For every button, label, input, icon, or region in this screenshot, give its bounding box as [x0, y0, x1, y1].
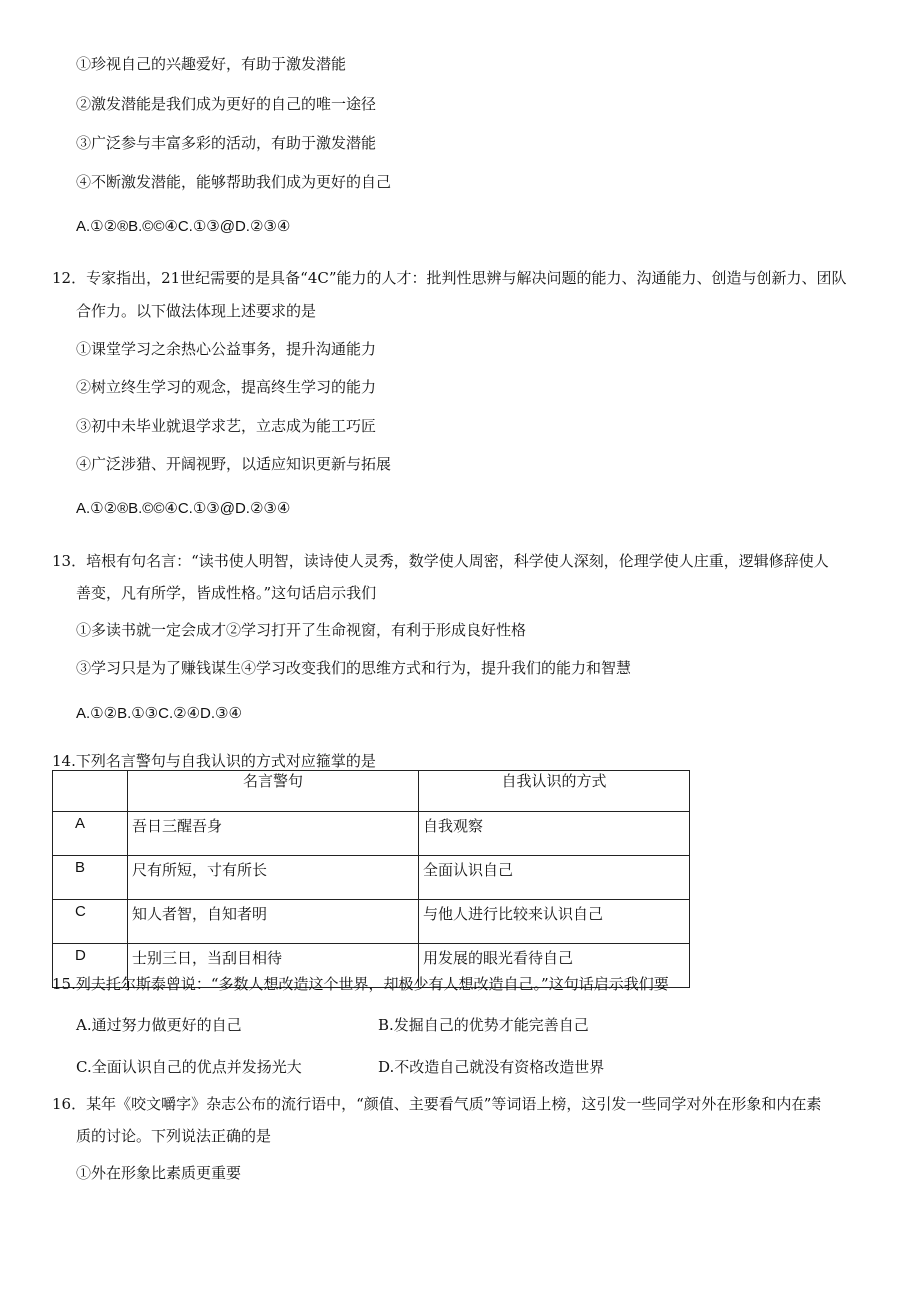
q13-stem-line-1: 13．培根有句名言：“读书使人明智，读诗使人灵秀，数学使人周密，科学使人深刻，伦理学使人庄重，逻辑修辞使人 [52, 552, 829, 570]
q14-row-letter: D [53, 944, 128, 988]
q12-option-2: ②树立终生学习的观念，提高终生学习的能力 [76, 378, 377, 396]
q16-stem-line-1: 16．某年《咬文嚼字》杂志公布的流行语中，“颜值、主要看气质”等词语上榜，这引发一些同学对外在形象和内在素 [52, 1095, 822, 1113]
q12-option-3: ③初中未毕业就退学求艺，立志成为能工巧匠 [76, 417, 377, 435]
q14-row-method: 用发展的眼光看待自己 [419, 944, 690, 988]
q14-table-row [53, 856, 690, 900]
q12-stem-line-2: 合作力。以下做法体现上述要求的是 [76, 302, 317, 320]
q15-option-a: A.通过努力做更好的自己 [76, 1016, 242, 1034]
q15-option-c: C.全面认识自己的优点并发扬光大 [76, 1058, 302, 1076]
q11-option-3: ③广泛参与丰富多彩的活动，有助于激发潜能 [76, 134, 377, 152]
q14-stem: 14.下列名言警句与自我认识的方式对应箍掌的是 [52, 752, 376, 770]
q15-option-b: B.发掘自己的优势才能完善自己 [378, 1016, 589, 1034]
q13-options-1-2: ①多读书就一定会成才②学习打开了生命视窗，有利于形成良好性格 [76, 621, 527, 639]
q14-header-quote: 名言警句 [128, 771, 419, 812]
q12-stem-line-1: 12．专家指出，21世纪需要的是具备“4C”能力的人才：批判性思辨与解决问题的能力、沟通能力、创造与创新力、团队 [52, 269, 847, 287]
q14-table [52, 770, 690, 988]
q11-option-4: ④不断激发潜能，能够帮助我们成为更好的自己 [76, 173, 392, 191]
q14-row-quote: 知人者智，自知者明 [128, 900, 419, 944]
q15-stem: 15.列夫托尔斯泰曾说：“多数人想改造这个世界，却极少有人想改造自己。”这句话启示我们要 [52, 975, 669, 993]
q13-stem-line-2: 善变，凡有所学，皆成性格。”这句话启示我们 [76, 584, 377, 602]
q13-options-3-4: ③学习只是为了赚钱谋生④学习改变我们的思维方式和行为，提升我们的能力和智慧 [76, 659, 632, 677]
q16-stem-line-2: 质的讨论。下列说法正确的是 [76, 1127, 272, 1145]
q14-row-quote: 尺有所短，寸有所长 [128, 856, 419, 900]
q14-row-letter: C [53, 900, 128, 944]
q15-option-d: D.不改造自己就没有资格改造世界 [378, 1058, 605, 1076]
q14-row-letter: B [53, 856, 128, 900]
q14-table-header-row [53, 771, 690, 812]
q11-option-1: ①珍视自己的兴趣爱好，有助于激发潜能 [76, 55, 347, 73]
q14-row-method: 自我观察 [419, 812, 690, 856]
q13-answer-choices: A.①②B.①③C.②④D.③④ [76, 705, 242, 722]
q14-row-quote: 士别三日，当刮目相待 [128, 944, 419, 988]
q16-option-1: ①外在形象比素质更重要 [76, 1164, 242, 1182]
q14-row-quote: 吾日三醒吾身 [128, 812, 419, 856]
q14-row-method: 与他人进行比较来认识自己 [419, 900, 690, 944]
q11-option-2: ②激发潜能是我们成为更好的自己的唯一途径 [76, 95, 377, 113]
q12-answer-choices: A.①②®B.©©④C.①③@D.②③④ [76, 500, 291, 517]
q14-header-method: 自我认识的方式 [419, 771, 690, 812]
q12-option-1: ①课堂学习之余热心公益事务，提升沟通能力 [76, 340, 377, 358]
q14-table-row [53, 812, 690, 856]
q11-answer-choices: A.①②®B.©©④C.①③@D.②③④ [76, 218, 291, 235]
q14-row-letter: A [53, 812, 128, 856]
q14-row-method: 全面认识自己 [419, 856, 690, 900]
q14-table-row [53, 900, 690, 944]
q14-header-blank [53, 771, 128, 812]
q12-option-4: ④广泛涉猎、开阔视野，以适应知识更新与拓展 [76, 455, 392, 473]
